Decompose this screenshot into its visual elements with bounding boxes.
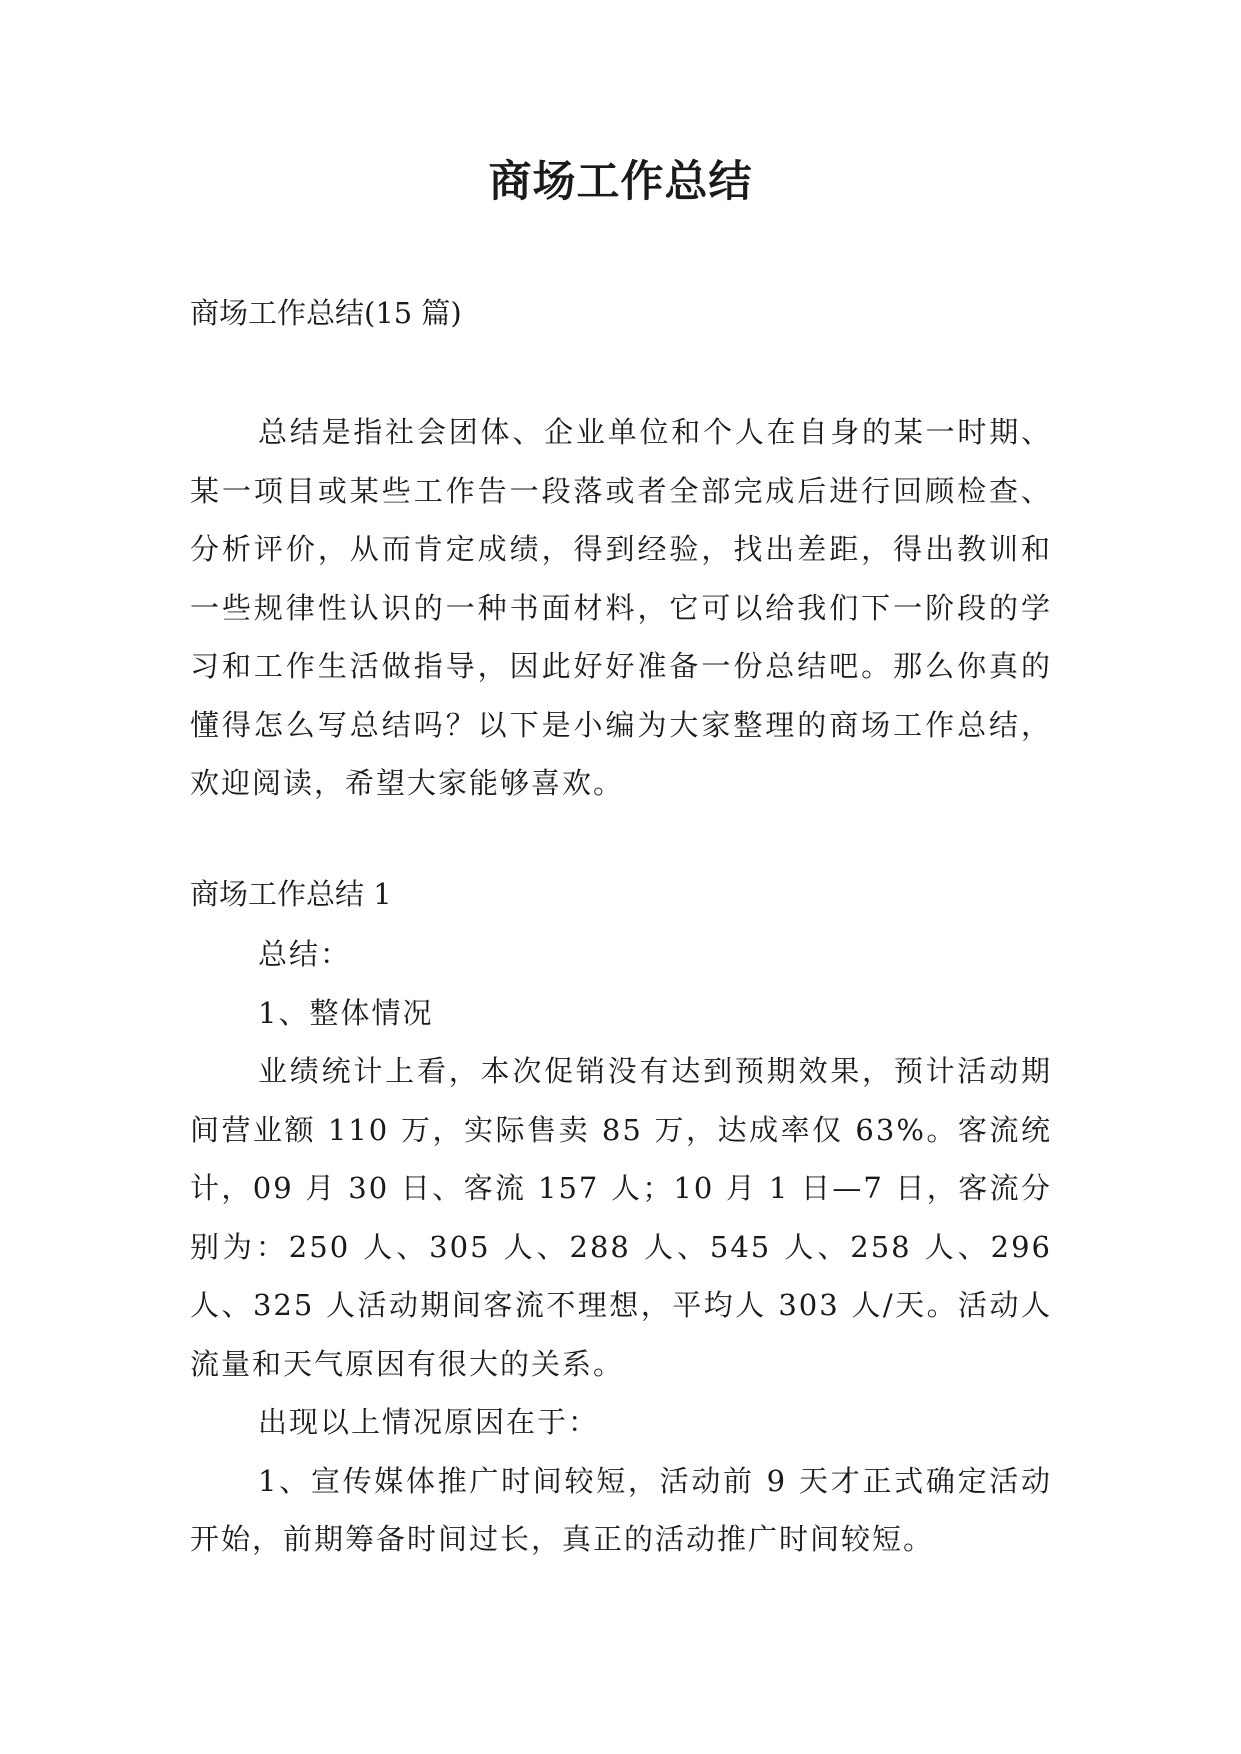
paragraph-summary-label: 总结： — [258, 937, 352, 971]
section-title: 商场工作总结 1 — [190, 877, 392, 911]
document-subtitle: 商场工作总结(15 篇) — [190, 296, 462, 330]
paragraph-performance-stats: 业绩统计上看，本次促销没有达到预期效果，预计活动期间营业额 110 万，实际售卖 85 万，达成率仅 63%。客流统计，09 月 30 日、客流 157 人；10 月 1 日—7 日，客流分别为：250 人、305 人、288 人、545 人、258 人、296 人、325 人活动期间客流不理想，平均人 303 人/天。活动人流量和天气原因有很大的关系。 — [190, 1054, 1052, 1381]
section-content — [190, 925, 1052, 1569]
paragraph-reasons-label: 出现以上情况原因在于： — [258, 1405, 600, 1439]
intro-paragraph: 总结是指社会团体、企业单位和个人在自身的某一时期、某一项目或某些工作告一段落或者全部完成后进行回顾检查、分析评价，从而肯定成绩，得到经验，找出差距，得出教训和一些规律性认识的一种书面材料，它可以给我们下一阶段的学习和工作生活做指导，因此好好准备一份总结吧。那么你真的懂得怎么写总结吗？以下是小编为大家整理的商场工作总结，欢迎阅读，希望大家能够喜欢。 — [190, 415, 1052, 800]
paragraph-heading-overall: 1、整体情况 — [258, 995, 434, 1030]
paragraph-reason-1: 1、宣传媒体推广时间较短，活动前 9 天才正式确定活动开始，前期筹备时间过长，真正的活动推广时间较短。 — [190, 1463, 1052, 1556]
page-title: 商场工作总结 — [488, 157, 753, 207]
